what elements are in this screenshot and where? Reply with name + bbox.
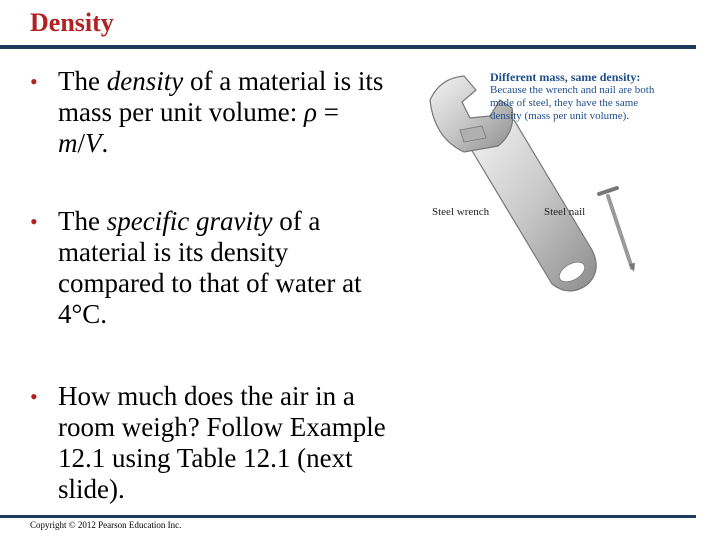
bullet-dot-icon: •: [30, 384, 38, 409]
bullet-specific-gravity: [30, 206, 390, 381]
label-steel-wrench: Steel wrench: [432, 206, 490, 218]
bullet-text: How much does the air in a room weigh? Follow Example 12.1 using Table 12.1 (next slide).: [58, 381, 386, 504]
bullet-density: [30, 66, 390, 206]
wrench-nail-figure: [420, 60, 700, 310]
caption-body: Because the wrench and nail are both made of steel, they have the same density (mass per unit volume).: [490, 84, 655, 122]
footer-divider: [0, 515, 696, 518]
bullet-air-weight: [30, 381, 390, 521]
copyright-notice: Copyright © 2012 Pearson Education Inc.: [30, 520, 182, 530]
title-divider: [0, 45, 696, 49]
bullet-dot-icon: •: [30, 209, 38, 234]
bullet-list: [30, 66, 390, 521]
nail-shaft: [608, 196, 632, 268]
caption-heading: Different mass, same density:: [490, 70, 641, 84]
slide-title: Density: [30, 8, 114, 37]
nail-head: [599, 188, 617, 194]
bullet-dot-icon: •: [30, 69, 38, 94]
label-steel-nail: Steel nail: [544, 206, 586, 218]
bullet-text: The specific gravity of a material is its density compared to that of water at 4°C.: [58, 206, 362, 329]
bullet-text: The density of a material is its mass per unit volume: ρ = m/V.: [58, 66, 384, 158]
